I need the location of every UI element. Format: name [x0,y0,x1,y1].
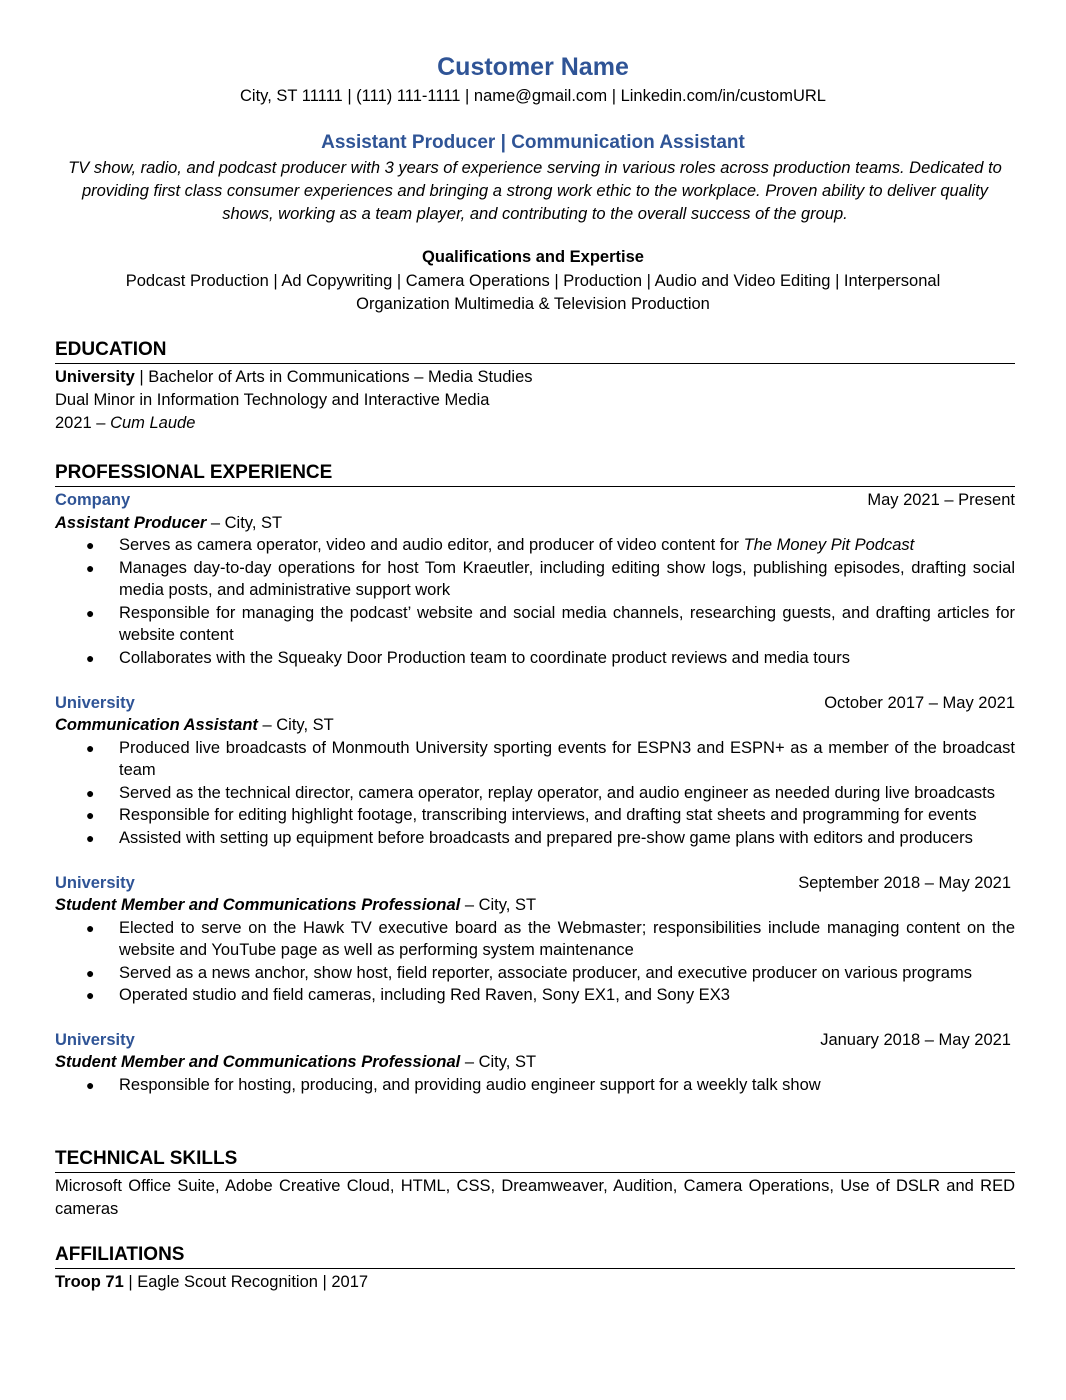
job-location: – City, ST [460,896,537,915]
job-role-line [55,1051,1015,1074]
job-dates: October 2017 – May 2021 [824,693,1015,712]
job-entry [55,872,1015,1007]
bullet-item: ● Responsible for hosting, producing, and providing audio engineer support for a weekly talk show [55,1074,1015,1097]
job-header-row [55,1029,1015,1052]
education-year: 2021 – [55,414,111,432]
bullet-item [55,534,1015,557]
job-header-row [55,692,1015,715]
job-bullets [55,1074,1015,1097]
job-role-line [55,894,1015,917]
bullet-item: ● Collaborates with the Squeaky Door Production team to coordinate product reviews and media tours [55,647,1015,670]
education-school: University [55,368,135,386]
bullet-item: ● Responsible for managing the podcast’ website and social media channels, researching guests, and drafting articles for website content [55,602,1015,647]
bullet-item: ● Assisted with setting up equipment before broadcasts and prepared pre-show game plans with editors and producers [55,827,1015,850]
education-minor: Dual Minor in Information Technology and Interactive Media [55,391,490,409]
job-location: – City, ST [460,1053,537,1072]
affiliation-line [55,1271,1015,1294]
education-honors: Cum Laude [110,414,196,432]
job-title: Assistant Producer [55,513,207,532]
job-title: Student Member and Communications Professional [55,1053,461,1072]
experience-heading: PROFESSIONAL EXPERIENCE [55,460,1015,487]
experience-section [55,460,1015,1097]
education-section [55,337,1015,435]
bullet-text: Serves as camera operator, video and audio editor, and producer of video content for [119,536,744,554]
job-header-row [55,489,1015,512]
bullet-item: ● Elected to serve on the Hawk TV executive board as the Webmaster; responsibilities include managing content on the website and YouTube page as well as performing system maintenance [55,917,1015,962]
job-location: – City, ST [257,716,334,735]
bullet-item: ● Manages day-to-day operations for host Tom Kraeutler, including editing show logs, publishing episodes, drafting social media posts, and administrative support work [55,557,1015,602]
bullet-item: ● Served as the technical director, camera operator, replay operator, and audio engineer as needed during live broadcasts [55,782,1015,805]
job-title: Communication Assistant [55,716,258,735]
job-company: University [55,873,135,892]
job-entry [55,1029,1015,1097]
qualifications-title: Qualifications and Expertise [422,248,644,266]
job-dates: January 2018 – May 2021 [820,1030,1011,1049]
education-year-line [55,412,1015,435]
job-title: Student Member and Communications Professional [55,896,461,915]
job-location: – City, ST [206,513,283,532]
job-dates: September 2018 – May 2021 [798,873,1011,892]
qualifications-list: Podcast Production | Ad Copywriting | Camera Operations | Production | Audio and Video Editing | Interpersonal Organization Multimedia & Television Production [125,272,941,313]
contact-line: City, ST 11111 | (111) 111-1111 | name@gmail.com | Linkedin.com/in/customURL [240,87,826,105]
affiliation-details: | Eagle Scout Recognition | 2017 [123,1273,369,1291]
education-heading: EDUCATION [55,337,1015,364]
job-company: University [55,693,135,712]
bullet-item: ● Served as a news anchor, show host, field reporter, associate producer, and executive producer on various programs [55,962,1015,985]
job-entry [55,489,1015,670]
job-bullets [55,737,1015,850]
podcast-name: The Money Pit Podcast [743,536,915,554]
skills-section [55,1146,1015,1220]
job-bullets [55,534,1015,670]
bullet-item: ● Produced live broadcasts of Monmouth University sporting events for ESPN3 and ESPN+ as a member of the broadcast team [55,737,1015,782]
skills-text: Microsoft Office Suite, Adobe Creative Cloud, HTML, CSS, Dreamweaver, Audition, Camera Operations, Use of DSLR and RED cameras [55,1177,1015,1218]
job-entry [55,692,1015,850]
bullet-item: ● Operated studio and field cameras, including Red Raven, Sony EX1, and Sony EX3 [55,984,1015,1007]
job-company: Company [55,491,131,509]
customer-name: Customer Name [437,53,629,81]
affiliations-section [55,1242,1015,1294]
bullet-item: ● Responsible for editing highlight footage, transcribing interviews, and drafting stat sheets and programming for events [55,804,1015,827]
target-title: Assistant Producer | Communication Assistant [321,132,745,153]
job-role-line [55,512,1015,535]
summary-paragraph: TV show, radio, and podcast producer with 3 years of experience serving in various roles across production teams. Dedicated to providing first class consumer experiences and bringing a strong work ethic to the workplace. Proven ability to deliver quality shows, working as a team player, and contributing to the overall success of the group. [68,159,1002,223]
education-degree: | Bachelor of Arts in Communications – Media Studies [134,368,533,386]
job-bullets [55,917,1015,1007]
job-dates: May 2021 – Present [867,491,1015,509]
skills-heading: TECHNICAL SKILLS [55,1146,1015,1173]
job-header-row [55,872,1015,895]
job-company: University [55,1030,135,1049]
education-degree-line [55,366,1015,389]
affiliation-org: Troop 71 [55,1273,124,1291]
job-role-line [55,714,1015,737]
affiliations-heading: AFFILIATIONS [55,1242,1015,1269]
